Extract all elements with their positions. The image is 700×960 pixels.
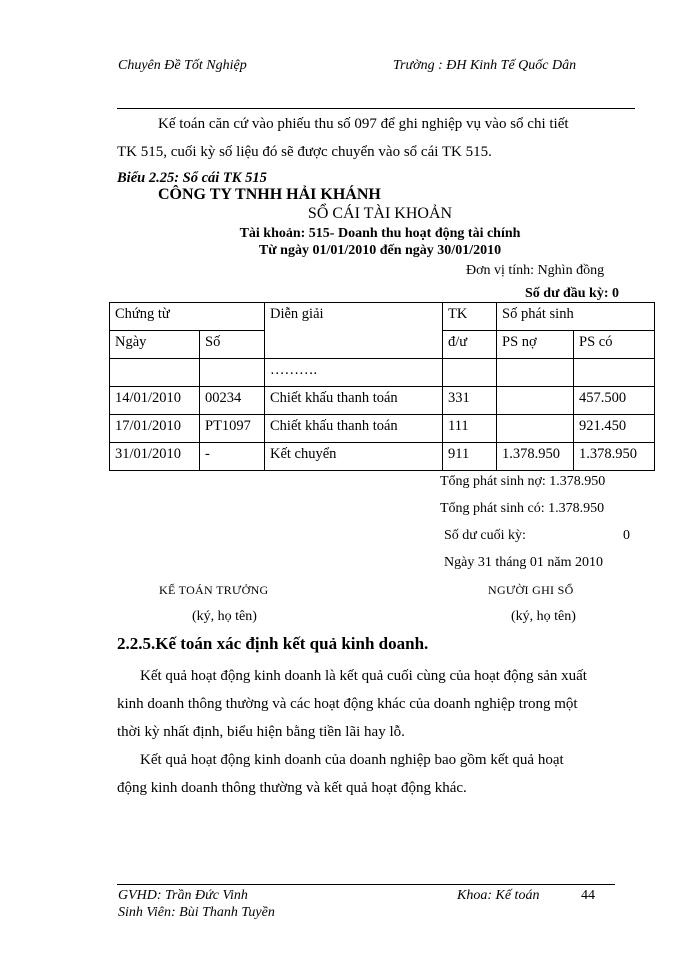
- header-right: Trường : ĐH Kinh Tế Quốc Dân: [393, 58, 577, 73]
- header-number: Số: [200, 331, 265, 359]
- header-tk: TK: [443, 303, 497, 331]
- row-number: PT1097: [200, 415, 265, 443]
- footer-advisor: GVHD: Trần Đức Vinh: [118, 888, 248, 903]
- section-p1-line3: thời kỳ nhất định, biểu hiện bằng tiền lãi hay lỗ.: [117, 724, 405, 740]
- table-row: [110, 415, 655, 443]
- closing-balance-label: Số dư cuối kỳ:: [444, 528, 526, 543]
- dots-placeholder: ……….: [265, 359, 443, 387]
- row-credit: 457.500: [574, 387, 655, 415]
- table-row: [110, 443, 655, 471]
- row-date: 17/01/2010: [110, 415, 200, 443]
- unit-label: Đơn vị tính: Nghìn đồng: [466, 263, 605, 278]
- header-voucher: Chứng từ: [110, 303, 265, 331]
- section-p2-line1: Kết quả hoạt động kinh doanh của doanh nghiệp bao gồm kết quả hoạt: [140, 752, 564, 768]
- recorder-note: (ký, họ tên): [511, 609, 576, 624]
- row-debit: [497, 387, 574, 415]
- ledger-title: SỔ CÁI TÀI KHOẢN: [307, 205, 453, 222]
- row-description: Chiết khấu thanh toán: [265, 415, 443, 443]
- header-description: Diễn giải: [265, 303, 443, 359]
- table-header-row-1: [110, 303, 655, 331]
- footer-rule: [117, 884, 615, 885]
- header-left: Chuyên Đề Tốt Nghiệp: [118, 58, 247, 73]
- intro-line-2: TK 515, cuối kỳ số liệu đó sẽ được chuyển vào sổ cái TK 515.: [117, 144, 492, 160]
- form-caption: Biểu 2.25: Sổ cái TK 515: [117, 170, 267, 186]
- chief-accountant-note: (ký, họ tên): [192, 609, 257, 624]
- header-credit: PS có: [574, 331, 655, 359]
- page-number: 44: [581, 888, 595, 903]
- row-debit: 1.378.950: [497, 443, 574, 471]
- total-debit: Tổng phát sinh nợ: 1.378.950: [440, 474, 606, 489]
- total-credit: Tổng phát sinh có: 1.378.950: [440, 501, 605, 516]
- row-number: 00234: [200, 387, 265, 415]
- row-tk: 331: [443, 387, 497, 415]
- chief-accountant-title: KẾ TOÁN TRƯỞNG: [159, 583, 269, 597]
- header-date: Ngày: [110, 331, 200, 359]
- section-p1-line1: Kết quả hoạt động kinh doanh là kết quả cuối cùng của hoạt động sản xuất: [140, 668, 587, 684]
- row-debit: [497, 415, 574, 443]
- account-name: Tài khoản: 515- Doanh thu hoạt động tài chính: [239, 226, 521, 241]
- header-tk-sub: đ/ư: [443, 331, 497, 359]
- period: Từ ngày 01/01/2010 đến ngày 30/01/2010: [258, 243, 502, 258]
- intro-line-1: Kế toán căn cứ vào phiếu thu số 097 để ghi nghiệp vụ vào sổ chi tiết: [158, 116, 569, 132]
- row-tk: 911: [443, 443, 497, 471]
- table-row-dots: [110, 359, 655, 387]
- section-p1-line2: kinh doanh thông thường và các hoạt động khác của doanh nghiệp trong một: [117, 696, 578, 712]
- row-date: 14/01/2010: [110, 387, 200, 415]
- footer-faculty: Khoa: Kế toán: [457, 888, 540, 903]
- header-debit: PS nợ: [497, 331, 574, 359]
- row-credit: 921.450: [574, 415, 655, 443]
- header-rule: [117, 108, 635, 109]
- header-amount: Số phát sinh: [497, 303, 655, 331]
- row-credit: 1.378.950: [574, 443, 655, 471]
- section-p2-line2: động kinh doanh thông thường và kết quả hoạt động khác.: [117, 780, 467, 796]
- row-tk: 111: [443, 415, 497, 443]
- recorder-title: NGƯỜI GHI SỔ: [488, 583, 574, 597]
- row-description: Chiết khấu thanh toán: [265, 387, 443, 415]
- ledger-date: Ngày 31 tháng 01 năm 2010: [444, 555, 604, 570]
- ledger-table: [109, 302, 655, 471]
- row-number: -: [200, 443, 265, 471]
- footer-student: Sinh Viên: Bùi Thanh Tuyền: [118, 905, 275, 920]
- section-heading: 2.2.5.Kế toán xác định kết quả kinh doanh.: [117, 634, 429, 653]
- row-description: Kết chuyển: [265, 443, 443, 471]
- opening-balance: Số dư đầu kỳ: 0: [525, 286, 619, 301]
- company-name: CÔNG TY TNHH HẢI KHÁNH: [158, 186, 381, 203]
- row-date: 31/01/2010: [110, 443, 200, 471]
- closing-balance-value: 0: [623, 528, 630, 543]
- table-row: [110, 387, 655, 415]
